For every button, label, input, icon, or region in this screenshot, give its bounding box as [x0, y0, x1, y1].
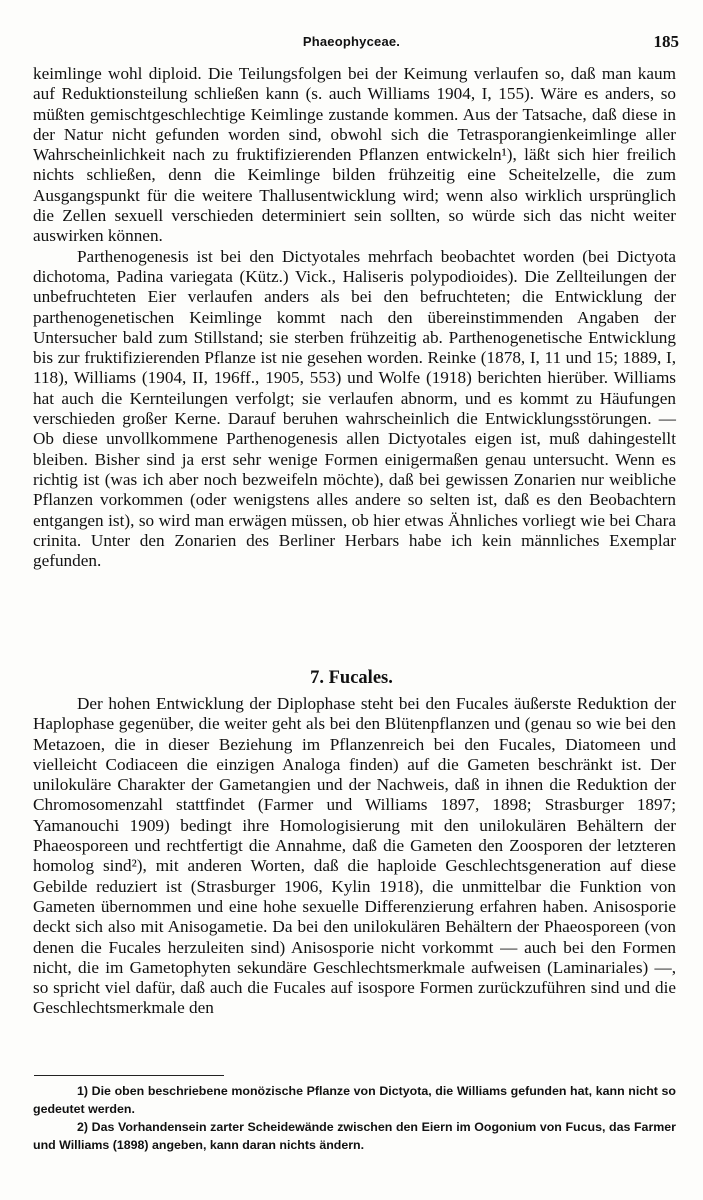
- paragraph-fucales: Der hohen Entwicklung der Diplophase steht bei den Fucales äußerste Reduktion der Haplophase gegenüber, die weiter geht als bei den Blütenpflanzen und (genau so wie bei den Metazoen, die in dieser Beziehung im Pflanzenreich bei den Fucales, Diatomeen und vielleicht Codiaceen die einzigen Analoga finden) auf die Gameten beschränkt ist. Der unilokuläre Charakter der Gametangien und der Nachweis, daß in ihnen die Reduktion der Chromosomenzahl stattfindet (Farmer und Williams 1897, 1898; Strasburger 1897; Yamanouchi 1909) bedingt ihre Homologisierung mit den unilokulären Behältern der Phaeosporeen und rechtfertigt die Annahme, daß die Gameten den Zoosporen der letzteren homolog sind²), mit anderen Worten, daß die haploide Geschlechtsgeneration auf diese Gebilde reduziert ist (Strasburger 1906, Kylin 1918), die unmittelbar die Funktion von Gameten übernommen und eine hohe sexuelle Differenzierung erfahren haben. Anisosporie deckt sich also mit Anisogametie. Da bei den unilokulären Behältern der Phaeosporeen (von denen die Fucales herzuleiten sind) Anisosporie nicht vorkommt — auch bei den Formen nicht, die im Gametophyten sekundäre Geschlechtsmerkmale aufweisen (Laminariales) —, so spricht viel dafür, daß auch die Fucales auf isospore Formen zurückzuführen sind und die Geschlechtsmerkmale den: [33, 694, 676, 1018]
- footnote-1: 1) Die oben beschriebene monözische Pflanze von Dictyota, die Williams gefunden hat, kann nicht so gedeutet werden.: [33, 1084, 676, 1116]
- paragraph-keimlinge: keimlinge wohl diploid. Die Teilungsfolgen bei der Keimung verlaufen so, daß man kaum auf Reduktionsteilung schließen kann (s. auch Williams 1904, I, 155). Wäre es anders, so müßten gemischtgeschlechtige Keimlinge zustande kommen. Aus der Tatsache, daß diese in der Natur nicht gefunden worden sind, obwohl sich die Tetrasporangienkeimlinge aller Wahrscheinlichkeit nach zu fruktifizierenden Pflanzen entwickeln¹), läßt sich hier freilich nichts schließen, denn die Keimlinge bilden frühzeitig eine Scheitelzelle, die zum Ausgangspunkt für die weitere Thallusentwicklung wird; wenn also wirklich ursprünglich die Zellen sexuell verschieden determiniert sein sollten, so würde sich das nicht weiter auswirken können.: [33, 64, 676, 246]
- page-number: 185: [653, 32, 679, 51]
- running-title: Phaeophyceae.: [302, 34, 401, 49]
- footnotes: [33, 1082, 676, 1154]
- body-text-top: [33, 64, 676, 571]
- paragraph-parthenogenesis: Parthenogenesis ist bei den Dictyotales mehrfach beobachtet worden (bei Dictyota dichotoma, Padina variegata (Kütz.) Vick., Haliseris polypodioides). Die Zellteilungen der unbefruchteten Eier verlaufen anders als bei den befruchteten; die Entwicklung der parthenogenetischen Keimlinge kommt nach den übereinstimmenden Angaben der Untersucher bald zum Stillstand; sie sterben frühzeitig ab. Parthenogenetische Entwicklung bis zur fruktifizierenden Pflanze ist nie gesehen worden. Reinke (1878, I, 11 und 15; 1889, I, 118), Williams (1904, II, 196ff., 1905, 553) und Wolfe (1918) berichten hierüber. Williams hat auch die Kernteilungen verfolgt; sie verlaufen abnorm, und es kommt zu Häufungen verschieden großer Kerne. Darauf beruhen wahrscheinlich die Entwicklungsstörungen. — Ob diese unvollkommene Parthenogenesis allen Dictyotales eigen ist, muß dahingestellt bleiben. Bisher sind ja erst sehr wenige Formen einigermaßen genau untersucht. Wenn es richtig ist (was ich aber noch bezweifeln möchte), daß bei gewissen Zonarien nur weibliche Pflanzen vorkommen (oder wenigstens alles andere so selten ist, daß es den Beobachtern entgangen ist), so wird man erwägen müssen, ob hier etwas Ähnliches vorliegt wie bei Chara crinita. Unter den Zonarien des Berliner Herbars habe ich kein männliches Exemplar gefunden.: [33, 246, 676, 571]
- footnote-rule: [34, 1075, 224, 1076]
- footnote-2: 2) Das Vorhandensein zarter Scheidewände zwischen den Eiern im Oogonium von Fucus, das Farmer und Williams (1898) angeben, kann daran nichts ändern.: [33, 1120, 676, 1152]
- section-heading-fucales: 7. Fucales.: [310, 668, 393, 688]
- running-head: [0, 34, 703, 54]
- body-text-fucales: [33, 694, 676, 1019]
